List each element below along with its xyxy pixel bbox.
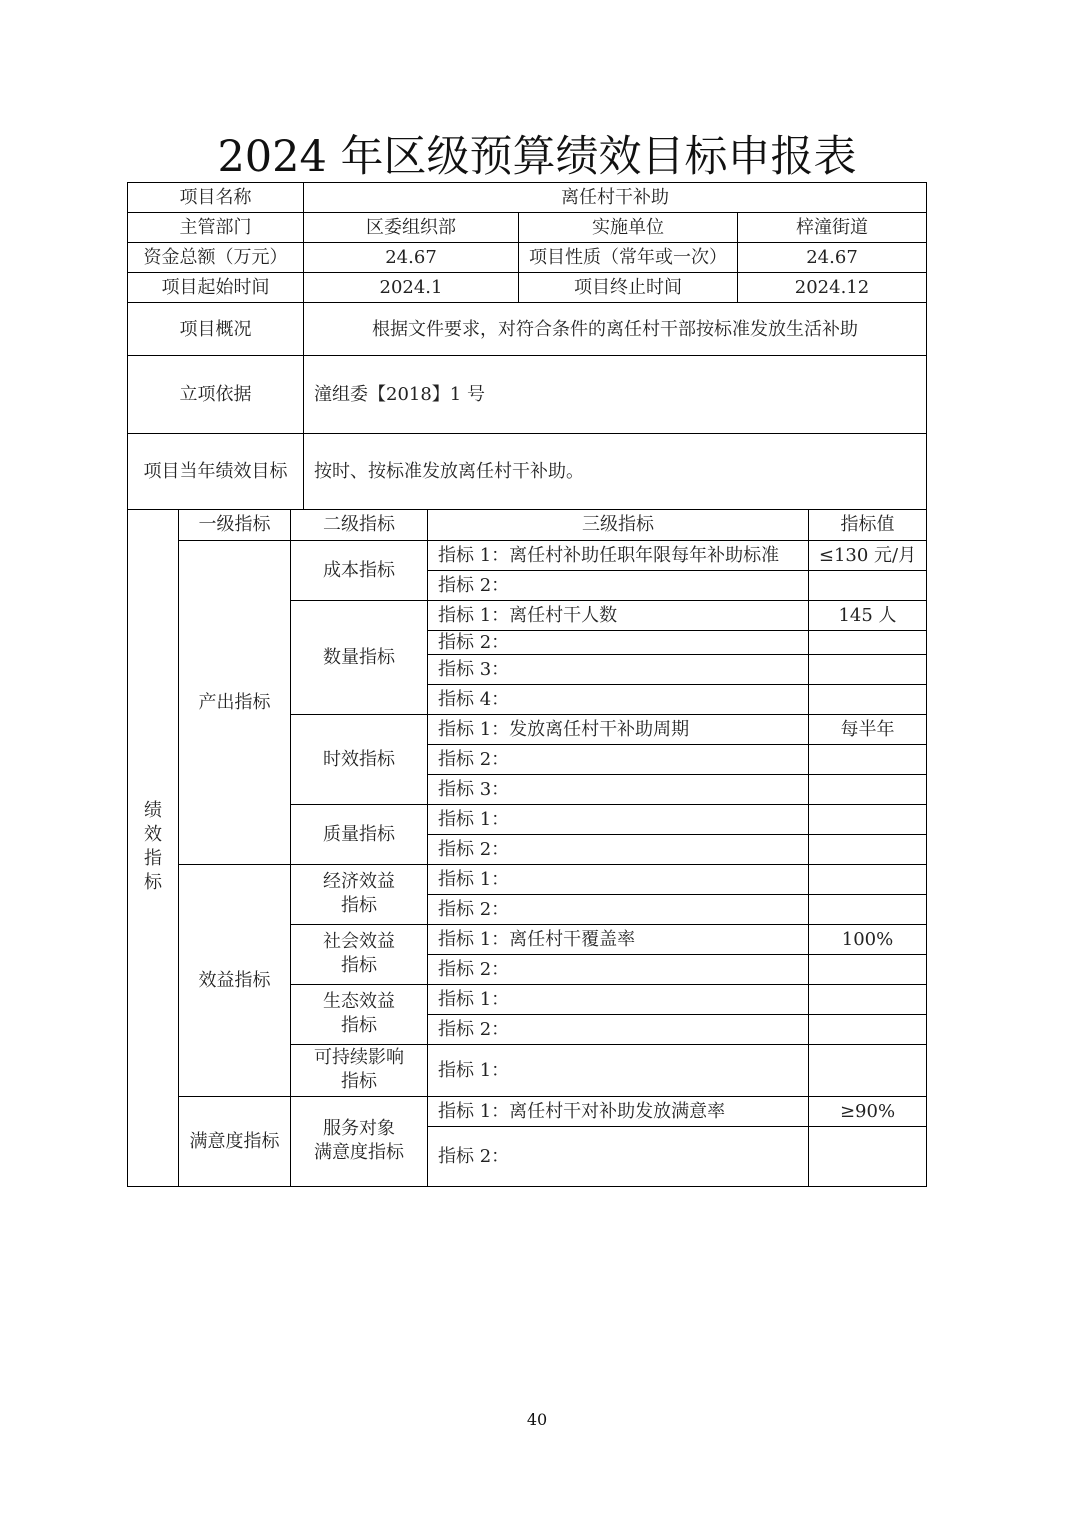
project-name-label: 项目名称 <box>128 183 304 213</box>
economic-indicator-1-value <box>809 864 927 894</box>
performance-side-label: 绩 效 指 标 <box>128 509 179 1186</box>
row-goal <box>128 434 927 510</box>
end-time-value: 2024.12 <box>738 273 927 303</box>
department-label: 主管部门 <box>128 213 304 243</box>
social-indicator-1: 指标 1：离任村干覆盖率 <box>428 924 809 954</box>
sustainable-indicator-1: 指标 1： <box>428 1044 809 1096</box>
overview-label: 项目概况 <box>128 303 304 356</box>
quality-indicator-1: 指标 1： <box>428 804 809 834</box>
header-value: 指标值 <box>809 509 927 540</box>
goal-value: 按时、按标准发放离任村干补助。 <box>304 434 927 510</box>
ecological-indicator-label: 生态效益 指标 <box>291 984 428 1044</box>
cost-indicator-1: 指标 1：离任村补助任职年限每年补助标准 <box>428 540 809 570</box>
row-department <box>128 213 927 243</box>
end-time-label: 项目终止时间 <box>519 273 738 303</box>
table-row <box>128 864 927 894</box>
timeliness-indicator-3-value <box>809 774 927 804</box>
page-title: 2024 年区级预算绩效目标申报表 <box>217 132 857 182</box>
start-time-value: 2024.1 <box>304 273 519 303</box>
quality-indicator-2: 指标 2： <box>428 834 809 864</box>
quality-indicator-label: 质量指标 <box>291 804 428 864</box>
service-indicator-2-value <box>809 1126 927 1186</box>
project-info-table <box>127 182 927 510</box>
table-row <box>128 540 927 570</box>
benefit-indicator-label: 效益指标 <box>179 864 291 1096</box>
output-indicator-label: 产出指标 <box>179 540 291 864</box>
timeliness-indicator-1-value: 每半年 <box>809 714 927 744</box>
header-row <box>128 509 927 540</box>
ecological-indicator-1: 指标 1： <box>428 984 809 1014</box>
ecological-indicator-2-value <box>809 1014 927 1044</box>
quantity-indicator-2-value <box>809 630 927 654</box>
row-overview <box>128 303 927 356</box>
row-basis <box>128 356 927 434</box>
sustainable-indicator-1-value <box>809 1044 927 1096</box>
social-indicator-2: 指标 2： <box>428 954 809 984</box>
timeliness-indicator-2-value <box>809 744 927 774</box>
goal-label: 项目当年绩效目标 <box>128 434 304 510</box>
quantity-indicator-4: 指标 4： <box>428 684 809 714</box>
quantity-indicator-label: 数量指标 <box>291 600 428 714</box>
row-project-name <box>128 183 927 213</box>
basis-label: 立项依据 <box>128 356 304 434</box>
timeliness-indicator-2: 指标 2： <box>428 744 809 774</box>
service-indicator-1: 指标 1：离任村干对补助发放满意率 <box>428 1096 809 1126</box>
cost-indicator-label: 成本指标 <box>291 540 428 600</box>
timeliness-indicator-label: 时效指标 <box>291 714 428 804</box>
sustainable-indicator-label: 可持续影响 指标 <box>291 1044 428 1096</box>
quantity-indicator-1: 指标 1：离任村干人数 <box>428 600 809 630</box>
service-indicator-2: 指标 2： <box>428 1126 809 1186</box>
start-time-label: 项目起始时间 <box>128 273 304 303</box>
cost-indicator-2: 指标 2： <box>428 570 809 600</box>
service-indicator-1-value: ≥90% <box>809 1096 927 1126</box>
social-indicator-label: 社会效益 指标 <box>291 924 428 984</box>
quantity-indicator-3-value <box>809 654 927 684</box>
social-indicator-2-value <box>809 954 927 984</box>
project-name-value: 离任村干补助 <box>304 183 927 213</box>
quantity-indicator-4-value <box>809 684 927 714</box>
table-row <box>128 1096 927 1126</box>
ecological-indicator-1-value <box>809 984 927 1014</box>
quality-indicator-1-value <box>809 804 927 834</box>
social-indicator-1-value: 100% <box>809 924 927 954</box>
header-level1: 一级指标 <box>179 509 291 540</box>
implementing-unit-label: 实施单位 <box>519 213 738 243</box>
quality-indicator-2-value <box>809 834 927 864</box>
economic-indicator-2-value <box>809 894 927 924</box>
cost-indicator-1-value: ≤130 元/月 <box>809 540 927 570</box>
funds-label: 资金总额（万元） <box>128 243 304 273</box>
project-nature-value: 24.67 <box>738 243 927 273</box>
header-level2: 二级指标 <box>291 509 428 540</box>
funds-value: 24.67 <box>304 243 519 273</box>
economic-indicator-label: 经济效益 指标 <box>291 864 428 924</box>
page-number: 40 <box>526 1410 548 1429</box>
ecological-indicator-2: 指标 2： <box>428 1014 809 1044</box>
satisfaction-indicator-label: 满意度指标 <box>179 1096 291 1186</box>
cost-indicator-2-value <box>809 570 927 600</box>
row-funds <box>128 243 927 273</box>
basis-value: 潼组委【2018】1 号 <box>304 356 927 434</box>
timeliness-indicator-3: 指标 3： <box>428 774 809 804</box>
quantity-indicator-3: 指标 3： <box>428 654 809 684</box>
timeliness-indicator-1: 指标 1：发放离任村干补助周期 <box>428 714 809 744</box>
row-period <box>128 273 927 303</box>
implementing-unit-value: 梓潼街道 <box>738 213 927 243</box>
service-satisfaction-label: 服务对象 满意度指标 <box>291 1096 428 1186</box>
economic-indicator-2: 指标 2： <box>428 894 809 924</box>
header-level3: 三级指标 <box>428 509 809 540</box>
overview-value: 根据文件要求，对符合条件的离任村干部按标准发放生活补助 <box>304 303 927 356</box>
quantity-indicator-2: 指标 2： <box>428 630 809 654</box>
project-nature-label: 项目性质（常年或一次） <box>519 243 738 273</box>
quantity-indicator-1-value: 145 人 <box>809 600 927 630</box>
department-value: 区委组织部 <box>304 213 519 243</box>
performance-indicator-table <box>127 509 927 1187</box>
economic-indicator-1: 指标 1： <box>428 864 809 894</box>
